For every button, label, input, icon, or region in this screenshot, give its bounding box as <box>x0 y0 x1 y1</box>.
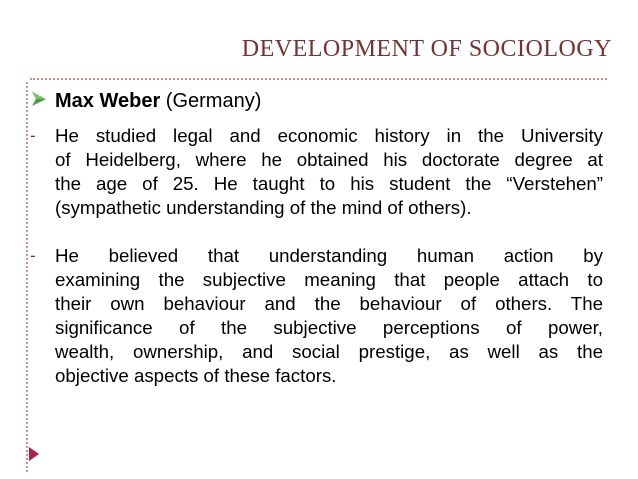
paragraph-line: (sympathetic understanding of the mind of others). <box>55 197 472 218</box>
heading-name: Max Weber <box>55 90 161 112</box>
section-heading <box>55 88 261 114</box>
title-divider <box>30 78 607 80</box>
bullet-paragraph-1 <box>55 124 603 220</box>
bullet-paragraph-2 <box>55 244 603 388</box>
paragraph-line: their own behaviour and the behaviour of others. The <box>55 293 603 314</box>
heading-suffix: (Germany) <box>160 90 262 112</box>
paragraph-line: the age of 25. He taught to his student the “Verstehen” <box>55 173 603 194</box>
paragraph-line: objective aspects of these factors. <box>55 365 337 386</box>
paragraph-line: wealth, ownership, and social prestige, as well as the <box>55 341 603 362</box>
paragraph-line: He believed that understanding human action by <box>55 245 603 266</box>
left-margin-divider <box>26 82 28 472</box>
bullet-dash-2: - <box>30 246 36 265</box>
bullet-dash-1: - <box>30 126 36 145</box>
arrow-bullet-icon <box>30 90 48 108</box>
paragraph-line: of Heidelberg, where he obtained his doctorate degree at <box>55 149 603 170</box>
next-arrow-icon <box>29 447 39 461</box>
paragraph-line: He studied legal and economic history in the University <box>55 125 603 146</box>
slide-title: DEVELOPMENT OF SOCIOLOGY <box>241 36 612 62</box>
paragraph-line: significance of the subjective perceptions of power, <box>55 317 603 338</box>
paragraph-line: examining the subjective meaning that people attach to <box>55 269 603 290</box>
